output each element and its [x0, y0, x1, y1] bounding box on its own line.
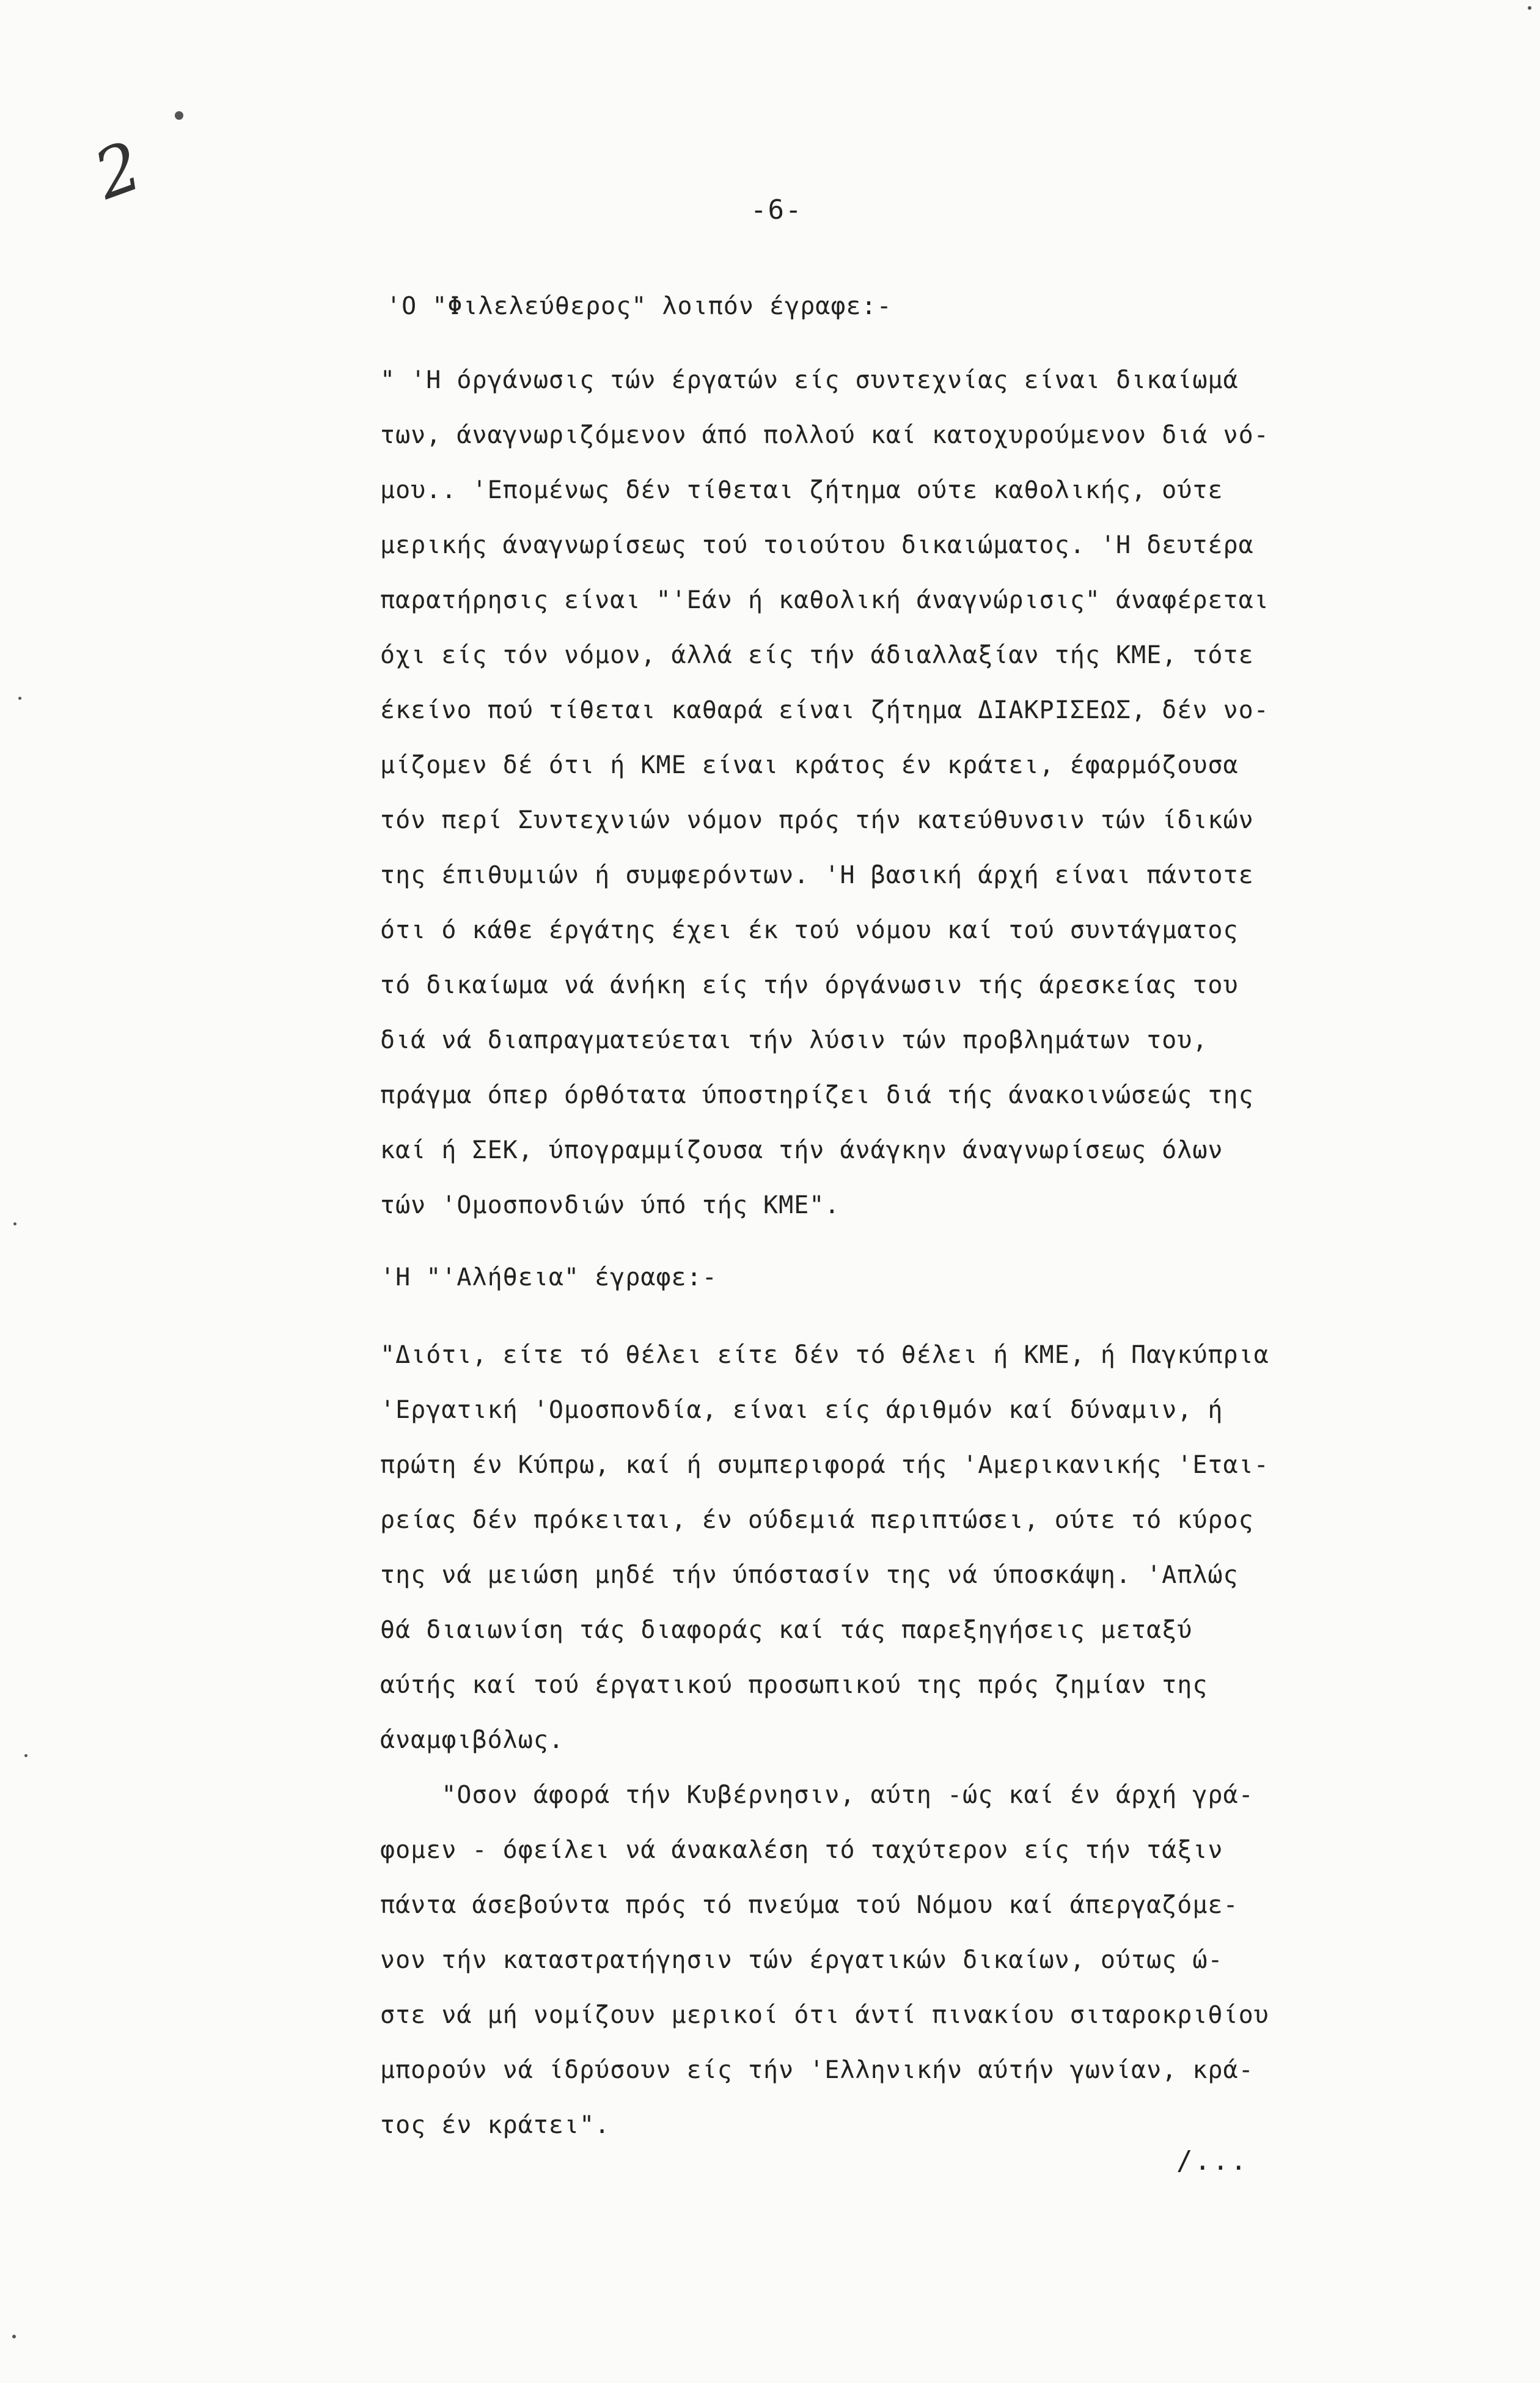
text-line: παρατήρησις είναι "'Εάν ή καθολική άναγνώρισις" άναφέρεται — [380, 586, 1269, 614]
text-line: καί ή ΣΕΚ, ύπογραμμίζουσα τήν άνάγκην άναγνωρίσεως όλων — [380, 1136, 1223, 1164]
continuation-mark: /... — [1176, 2145, 1248, 2176]
text-line: θά διαιωνίση τάς διαφοράς καί τάς παρεξηγήσεις μεταξύ — [380, 1616, 1193, 1644]
handwritten-mark: 2 — [84, 126, 152, 215]
text-line: έκείνο πού τίθεται καθαρά είναι ζήτημα ΔΙΑΚΡΙΣΕΩΣ, δέν νο- — [380, 696, 1269, 724]
text-line: διά νά διαπραγματεύεται τήν λύσιν τών προβλημάτων του, — [380, 1026, 1208, 1054]
text-line: μερικής άναγνωρίσεως τού τοιούτου δικαιώματος. 'Η δευτέρα — [380, 531, 1254, 559]
text-line: 'Εργατική 'Ομοσπονδία, είναι είς άριθμόν καί δύναμιν, ή — [380, 1396, 1223, 1424]
text-line: πράγμα όπερ όρθότατα ύποστηρίζει διά τής άνακοινώσεώς της — [380, 1081, 1254, 1109]
text-line: μπορούν νά ίδρύσουν είς τήν 'Ελληνικήν αύτήν γωνίαν, κρά- — [380, 2056, 1254, 2084]
section-1-heading: 'Ο "Φιλελεύθερος" λοιπόν έγραφε:- — [386, 292, 892, 320]
margin-dot — [175, 111, 183, 120]
text-line: της νά μειώση μηδέ τήν ύπόστασίν της νά ύποσκάψη. 'Απλώς — [380, 1561, 1239, 1589]
text-line: "Διότι, είτε τό θέλει είτε δέν τό θέλει ή ΚΜΕ, ή Παγκύπρια — [380, 1341, 1269, 1369]
text-line: φομεν - όφείλει νά άνακαλέση τό ταχύτερον είς τήν τάξιν — [380, 1836, 1223, 1864]
section-1 — [386, 279, 892, 334]
text-line: πρώτη έν Κύπρω, καί ή συμπεριφορά τής 'Αμερικανικής 'Εται- — [380, 1451, 1269, 1479]
text-line: όχι είς τόν νόμον, άλλά είς τήν άδιαλλαξίαν τής ΚΜΕ, τότε — [380, 641, 1254, 669]
text-line: ότι ό κάθε έργάτης έχει έκ τού νόμου καί τού συντάγματος — [380, 916, 1239, 944]
quote-2 — [380, 1327, 1269, 2153]
text-line: τος έν κράτει". — [380, 2111, 610, 2139]
text-line: μου.. 'Επομένως δέν τίθεται ζήτημα ούτε καθολικής, ούτε — [380, 476, 1223, 504]
margin-dot — [12, 2335, 16, 2338]
margin-dot — [24, 1754, 28, 1757]
text-line: μίζομεν δέ ότι ή ΚΜΕ είναι κράτος έν κράτει, έφαρμόζουσα — [380, 751, 1239, 779]
text-line: της έπιθυμιών ή συμφερόντων. 'Η βασική άρχή είναι πάντοτε — [380, 861, 1254, 889]
text-line: τόν περί Συντεχνιών νόμον πρός τήν κατεύθυνσιν τών ίδικών — [380, 806, 1254, 834]
text-line: "Οσον άφορά τήν Κυβέρνησιν, αύτη -ώς καί έν άρχή γρά- — [380, 1781, 1254, 1809]
quote-1 — [380, 353, 1269, 1233]
text-line: αύτής καί τού έργατικού προσωπικού της πρός ζημίαν της — [380, 1671, 1208, 1699]
text-line: των, άναγνωριζόμενον άπό πολλού καί κατοχυρούμενον διά νό- — [380, 421, 1269, 449]
text-line: " 'Η όργάνωσις τών έργατών είς συντεχνίας είναι δικαίωμά — [380, 366, 1239, 394]
text-line: ρείας δέν πρόκειται, έν ούδεμιά περιπτώσει, ούτε τό κύρος — [380, 1506, 1254, 1534]
page-number: -6- — [750, 194, 803, 226]
text-line: τών 'Ομοσπονδιών ύπό τής ΚΜΕ". — [380, 1191, 840, 1219]
section-2 — [380, 1250, 717, 1305]
text-line: νον τήν καταστρατήγησιν τών έργατικών δικαίων, ούτως ώ- — [380, 1946, 1223, 1974]
margin-dot — [18, 697, 21, 700]
text-line: πάντα άσεβούντα πρός τό πνεύμα τού Νόμου καί άπεργαζόμε- — [380, 1891, 1239, 1919]
text-line: άναμφιβόλως. — [380, 1726, 564, 1754]
text-line: τό δικαίωμα νά άνήκη είς τήν όργάνωσιν τής άρεσκείας του — [380, 971, 1239, 999]
text-line: στε νά μή νομίζουν μερικοί ότι άντί πινακίου σιταροκριθίου — [380, 2001, 1269, 2029]
section-2-heading: 'Η "'Αλήθεια" έγραφε:- — [380, 1263, 717, 1291]
margin-dot — [13, 1222, 16, 1225]
margin-dot — [1528, 6, 1531, 10]
